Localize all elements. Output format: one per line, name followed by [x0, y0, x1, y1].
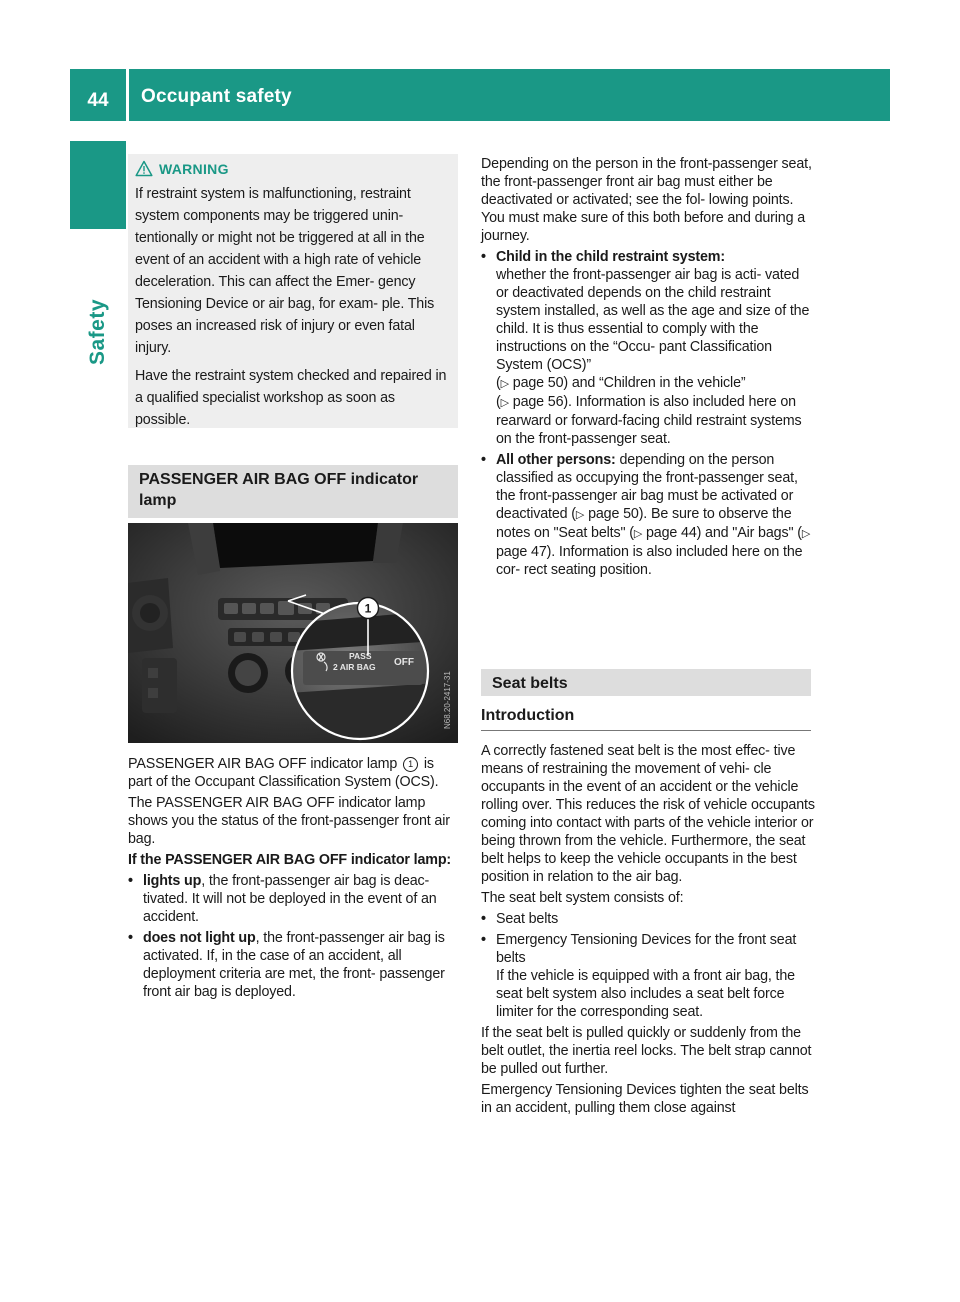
airbag-lamp-text — [128, 755, 460, 1004]
subheading-rule — [481, 730, 811, 731]
list-item: • Child in the child restraint system: whether the front-passenger air bag is acti- vated or deactivated depends on the child restraint system installed, as well as the age and size of the child. It is thus essential to comply with the instructions on the “Occu- pant Classification System (OCS)” (▷ page 50) and “Children in the vehicle” (▷ page 56). Information is also included here on rearward or forward-facing child restraint systems on the front-passenger seat. — [481, 249, 810, 447]
seat-belt-paragraph: Emergency Tensioning Devices tighten the seat belts in an accident, pulling them close against — [481, 1082, 809, 1116]
occupant-list — [481, 248, 815, 579]
dashboard-photo — [128, 523, 458, 743]
page-ref-arrow-icon: ▷ — [500, 397, 509, 409]
seat-belt-paragraph: If the seat belt is pulled quickly or suddenly from the belt outlet, the inertia reel locks. The belt strap cannot be pulled out further. — [481, 1025, 812, 1077]
belt-system-list — [481, 910, 815, 1021]
warning-action-text: Have the restraint system checked and repaired in a qualified specialist workshop as soon as possible. — [135, 368, 447, 428]
panel-text-airbag: 2 AIR BAG — [333, 662, 376, 672]
list-item: • Emergency Tensioning Devices for the front seat belts If the vehicle is equipped with a front air bag, the seat belt system also includes a seat belt force limiter for the corresponding seat. — [481, 932, 797, 1020]
page-ref-arrow-icon: ▷ — [500, 378, 509, 390]
right-column-text — [481, 155, 815, 582]
warning-label: WARNING — [159, 160, 229, 177]
callout-number: 1 — [364, 601, 372, 616]
page-title: Occupant safety — [141, 86, 292, 107]
page-number: 44 — [87, 90, 109, 111]
page-ref-arrow-icon: ▷ — [575, 509, 585, 521]
callout-marker: 1 — [403, 757, 418, 772]
condition-heading: If the PASSENGER AIR BAG OFF indicator lamp: — [128, 852, 452, 868]
image-reference-code: N68.20-2417-31 — [443, 671, 452, 729]
subheading-introduction: Introduction — [481, 707, 575, 724]
image-caption: PASSENGER AIR BAG OFF indicator lamp 1 is part of the Occupant Classification System (OCS). — [128, 756, 439, 790]
section-heading-airbag-lamp: PASSENGER AIR BAG OFF indicator lamp — [128, 465, 458, 518]
seat-belt-paragraph: The seat belt system consists of: — [481, 890, 684, 906]
list-item: • Seat belts — [481, 911, 559, 927]
header-divider — [126, 69, 129, 121]
seat-belt-text — [481, 742, 815, 1120]
warning-header — [135, 160, 450, 177]
section-heading-seat-belts: Seat belts — [481, 669, 811, 696]
seat-belt-paragraph: A correctly fastened seat belt is the most effec- tive means of restraining the movement of vehi- cle occupants in the event of an accident or the vehicle rolling over. This reduces the risk of vehicle occupants coming into contact with parts of the vehicle interior or being thrown from the vehicle. Furthermore, the seat belt helps to keep the vehicle occupants in the best position in relation to the air bag. — [481, 743, 815, 885]
panel-text-off: OFF — [394, 657, 414, 668]
lamp-status-list — [128, 872, 460, 1001]
chapter-tab — [70, 141, 126, 229]
list-item: • lights up, the front-passenger air bag is deac- tivated. It will not be deployed in the event of an accident. — [128, 873, 437, 925]
chapter-label: Safety — [86, 298, 109, 366]
warning-triangle-icon — [135, 160, 153, 177]
page-ref-arrow-icon: ▷ — [633, 528, 643, 540]
list-item: • All other persons: depending on the person classified as occupying the front-passenger seat, the front-passenger air bag must be activated or deactivated (▷ page 50). Be sure to observe the notes on "Seat belts" (▷ page 44) and "Air bags" (▷ page 47). Information is also included here on the cor- rect seating position. — [481, 452, 811, 578]
page-ref-arrow-icon: ▷ — [801, 528, 811, 540]
intro-paragraph: Depending on the person in the front-passenger seat, the front-passenger front air bag must either be deactivated or activated; see the fol- lowing points. You must make sure of this both before and during a journey. — [481, 156, 812, 244]
warning-text: If restraint system is malfunctioning, restraint system components may be triggered unin- tentionally or might not be triggered at all in the event of an accident with a high rate of vehicle deceleration. This can affect the Emer- gency Tensioning Device or air bag, for exam- ple. This poses an increased risk of injury or even fatal injury. — [135, 186, 435, 356]
list-item: • does not light up, the front-passenger air bag is activated. If, in the case of an accident, all deployment criteria are met, the front- passenger front air bag is deployed. — [128, 930, 445, 1000]
panel-text-pass: PASS — [349, 651, 372, 661]
warning-box — [128, 154, 458, 428]
lamp-status-text: The PASSENGER AIR BAG OFF indicator lamp shows you the status of the front-passenger front air bag. — [128, 795, 450, 847]
